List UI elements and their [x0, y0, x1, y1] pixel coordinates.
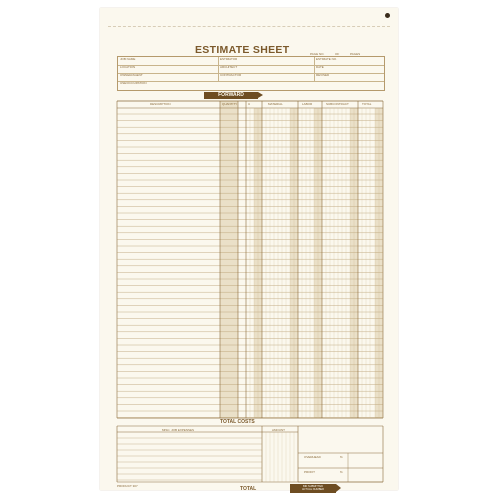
total-costs-label: TOTAL COSTS [220, 419, 255, 425]
bid-submitted-tag [290, 484, 336, 493]
material-header: MATERIAL [268, 102, 283, 106]
owner-agent-label: OWNER/AGENT [120, 73, 143, 77]
estimate-grid [100, 8, 398, 490]
unit-header: U [248, 102, 251, 106]
estimate-no-label: ESTIMATE NO. [316, 57, 337, 61]
pages-label: PAGES [350, 52, 361, 56]
page-of-label: OF [335, 52, 340, 56]
profit-percent: % [340, 470, 343, 474]
product-code: PRODUCT 307 [117, 484, 138, 488]
subcontract-header: SUBCONTRACT [326, 102, 349, 106]
labor-header: LABOR [302, 102, 313, 106]
job-name-label: JOB NAME [120, 57, 136, 61]
profit-label: PROFIT [304, 470, 315, 474]
bid-submitted-label: BID SUBMITTED [302, 485, 324, 488]
total-header: TOTAL [362, 102, 372, 106]
use-occupation-label: USE/OCCUPATION [120, 81, 147, 85]
quantity-header: QUANTITY [222, 102, 238, 106]
location-label: LOCATION [120, 65, 136, 69]
page-no-label: PAGE NO. [310, 52, 325, 56]
amount-label: AMOUNT [272, 428, 285, 432]
misc-expenses-label: MISC. JOB EXPENSES [162, 428, 195, 432]
estimator-label: ESTIMATOR [220, 57, 238, 61]
contractor-label: CONTRACTOR [220, 73, 242, 77]
estimate-sheet-form [100, 8, 398, 490]
overhead-percent: % [340, 455, 343, 459]
architect-label: ARCHITECT [220, 65, 238, 69]
date-label: DATE [316, 65, 324, 69]
column-shade [220, 101, 238, 418]
description-header: DESCRIPTION [150, 102, 171, 106]
revised-label: REVISED [316, 73, 330, 77]
overhead-label: OVERHEAD [304, 455, 321, 459]
form-title: ESTIMATE SHEET [195, 44, 290, 56]
forward-arrow-tag: FORWARD [204, 92, 258, 99]
grand-total-label: TOTAL [240, 486, 257, 492]
bid-submitted-sub: ACTUAL NUMBER [301, 488, 325, 491]
